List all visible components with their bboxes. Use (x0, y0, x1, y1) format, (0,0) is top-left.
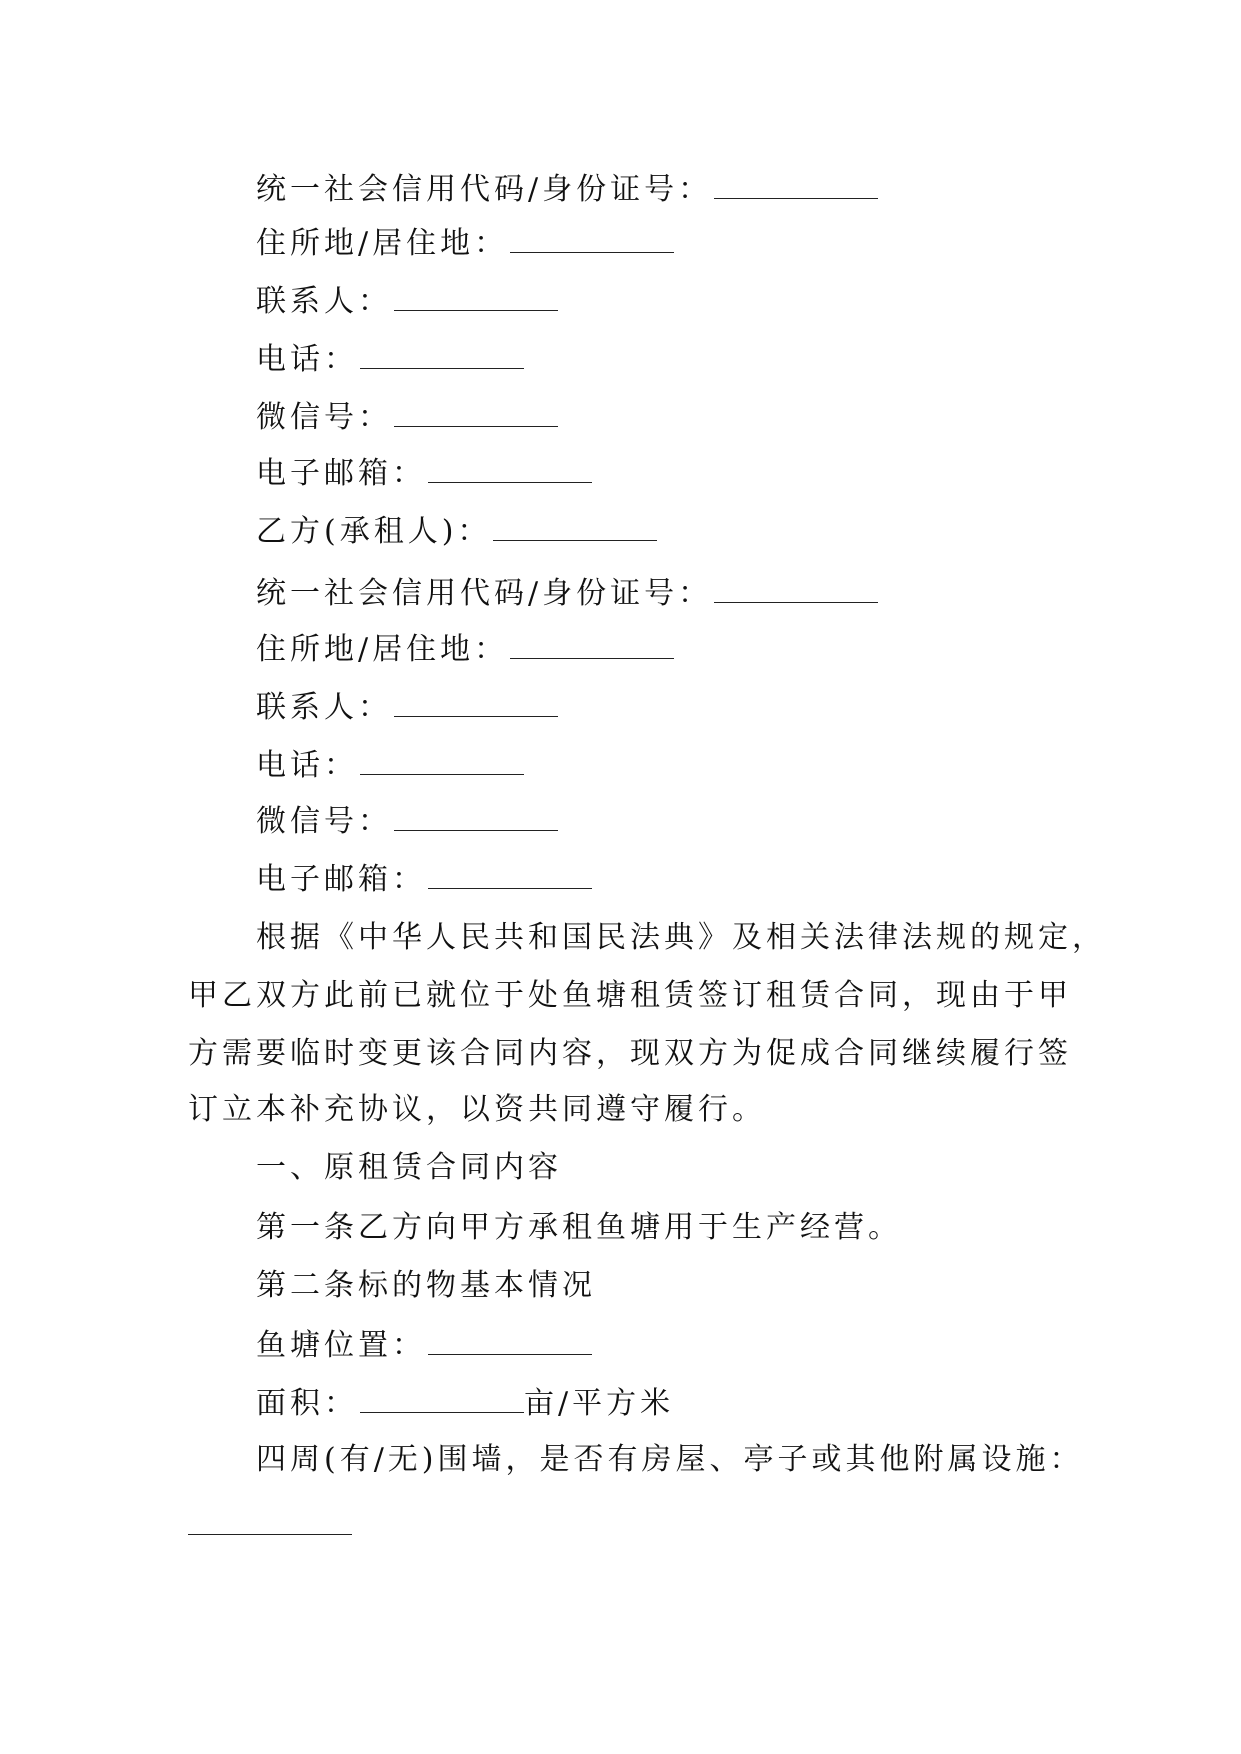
email-label: 电子邮箱： (256, 862, 426, 897)
area-blank[interactable] (360, 1382, 524, 1413)
wechat-blank[interactable] (394, 800, 558, 831)
preamble-line-1: 根据《中华人民共和国民法典》及相关法律法规的规定， (256, 920, 1106, 955)
area-line (256, 1382, 674, 1424)
party-b-contact-line (256, 686, 558, 728)
credit-code-label: 统一社会信用代码/身份证号： (256, 172, 713, 207)
wechat-blank[interactable] (394, 396, 558, 427)
pond-location-line (256, 1324, 592, 1366)
wechat-label: 微信号： (256, 804, 392, 839)
party-a-wechat-line (256, 396, 558, 438)
party-a-phone-line (256, 338, 524, 380)
address-label: 住所地/居住地： (256, 632, 509, 667)
pond-location-label: 鱼塘位置： (256, 1328, 426, 1363)
party-a-address-line (256, 222, 674, 264)
credit-code-blank[interactable] (714, 572, 878, 603)
preamble-line-4: 订立本补充协议，以资共同遵守履行。 (188, 1092, 766, 1127)
party-b-credit-code-line (256, 572, 878, 614)
phone-blank[interactable] (360, 338, 524, 369)
party-b-label: 乙方(承租人)： (256, 514, 492, 549)
party-b-phone-line (256, 744, 524, 786)
section-heading: 一、原租赁合同内容 (256, 1150, 562, 1185)
party-a-email-line (256, 452, 592, 494)
preamble-line-2: 甲乙双方此前已就位于处鱼塘租赁签订租赁合同，现由于甲 (188, 978, 1072, 1013)
walls-facilities-line: 四周(有/无)围墙，是否有房屋、亭子或其他附属设施： (256, 1442, 1084, 1477)
email-blank[interactable] (428, 858, 592, 889)
credit-code-blank[interactable] (714, 168, 878, 199)
article-1: 第一条乙方向甲方承租鱼塘用于生产经营。 (256, 1210, 902, 1245)
credit-code-label: 统一社会信用代码/身份证号： (256, 576, 713, 611)
party-b-address-line (256, 628, 674, 670)
area-unit: 亩/平方米 (524, 1386, 675, 1421)
area-label: 面积： (256, 1386, 358, 1421)
phone-label: 电话： (256, 748, 358, 783)
party-a-credit-code-line (256, 168, 878, 210)
party-b-wechat-line (256, 800, 558, 842)
contact-label: 联系人： (256, 284, 392, 319)
contact-label: 联系人： (256, 690, 392, 725)
preamble-line-3: 方需要临时变更该合同内容，现双方为促成合同继续履行签 (188, 1036, 1072, 1071)
address-label: 住所地/居住地： (256, 226, 509, 261)
phone-label: 电话： (256, 342, 358, 377)
facilities-blank[interactable] (188, 1514, 352, 1535)
party-b-title-line (256, 510, 657, 552)
email-label: 电子邮箱： (256, 456, 426, 491)
address-blank[interactable] (510, 628, 674, 659)
contact-blank[interactable] (394, 686, 558, 717)
wechat-label: 微信号： (256, 400, 392, 435)
phone-blank[interactable] (360, 744, 524, 775)
party-a-contact-line (256, 280, 558, 322)
contact-blank[interactable] (394, 280, 558, 311)
article-2: 第二条标的物基本情况 (256, 1268, 596, 1303)
address-blank[interactable] (510, 222, 674, 253)
email-blank[interactable] (428, 452, 592, 483)
party-b-blank[interactable] (493, 510, 657, 541)
party-b-email-line (256, 858, 592, 900)
pond-location-blank[interactable] (428, 1324, 592, 1355)
